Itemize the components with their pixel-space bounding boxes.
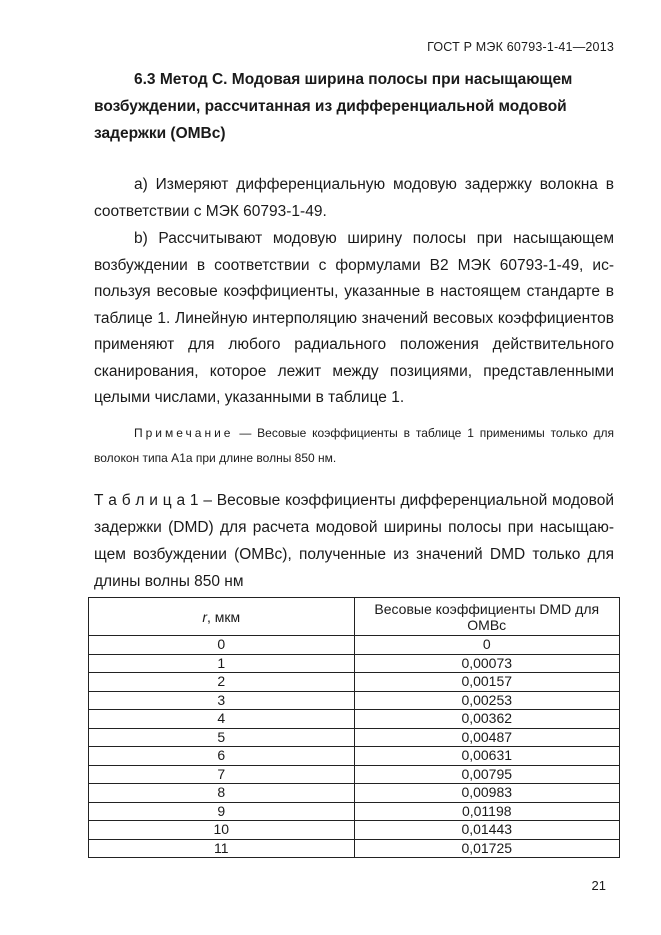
cell-radius: 10 [89,821,355,840]
table-header-row [89,598,620,636]
section-heading-line-3: задержки (OMBc) [94,125,226,142]
section-heading-line-1: 6.3 Метод С. Модовая ширина полосы при насыщающем [134,71,573,88]
document-header: ГОСТ Р МЭК 60793-1-41—2013 [427,40,614,54]
cell-radius: 2 [89,673,355,692]
cell-radius: 4 [89,710,355,729]
table-row [89,636,620,655]
page-number: 21 [591,878,606,893]
cell-radius: 1 [89,654,355,673]
cell-weight: 0,01725 [354,839,620,858]
cell-radius: 6 [89,747,355,766]
cell-radius: 5 [89,728,355,747]
cell-weight: 0 [354,636,620,655]
cell-weight: 0,00362 [354,710,620,729]
table-row [89,839,620,858]
cell-radius: 7 [89,765,355,784]
cell-radius: 9 [89,802,355,821]
cell-weight: 0,00253 [354,691,620,710]
cell-radius: 11 [89,839,355,858]
paragraph-b: b) Рассчитывают модовую ширину полосы при насыщающем возбуждении в соответствии с формулами В2 МЭК 60793-1-49, используя весовые коэффициенты, указанные в настоящем стандарте в таблице 1. Линейную интерполяцию значений весовых коэффициентов применяют для любого радиального положения действительного сканирования, которое лежит между позициями, представленными целыми числами, указанными в таблице 1. [94,230,614,406]
paragraph-a: а) Измеряют дифференциальную модовую задержку волокна в соответствии с МЭК 60793-1-49. [94,176,614,220]
cell-weight: 0,01443 [354,821,620,840]
note [94,421,614,471]
cell-radius: 8 [89,784,355,803]
table-row [89,747,620,766]
cell-weight: 0,00631 [354,747,620,766]
cell-weight: 0,00487 [354,728,620,747]
table-row [89,710,620,729]
section-heading [94,66,614,147]
table-row [89,728,620,747]
cell-weight: 0,00073 [354,654,620,673]
cell-radius: 0 [89,636,355,655]
col-header-radius-var: r [202,608,207,625]
table-row [89,673,620,692]
col-header-weights: Весовые коэффициенты DMD для OMBc [354,598,620,636]
table-row [89,765,620,784]
cell-weight: 0,00983 [354,784,620,803]
table-row [89,821,620,840]
col-header-radius-unit: , мкм [207,608,241,625]
cell-weight: 0,00157 [354,673,620,692]
weights-table [88,597,620,858]
table-row [89,691,620,710]
table-row [89,802,620,821]
cell-weight: 0,00795 [354,765,620,784]
table-row [89,654,620,673]
table-caption: Т а б л и ц а 1 – Весовые коэффициенты дифференциальной модовой задержки (DMD) для расчета модовой ширины полосы при насыщающем возбуждении (OMBc), полученные из значений DMD только для длины волны 850 нм [94,492,614,590]
cell-weight: 0,01198 [354,802,620,821]
table-row [89,784,620,803]
note-lead: Примечание [134,426,234,440]
note-text: — Весовые коэффициенты в таблице 1 применимы только для волокон типа А1а при длине волны 850 нм. [94,426,614,465]
col-header-radius [89,598,355,636]
cell-radius: 3 [89,691,355,710]
section-heading-line-2: возбуждении, рассчитанная из дифференциальной модовой [94,98,567,115]
